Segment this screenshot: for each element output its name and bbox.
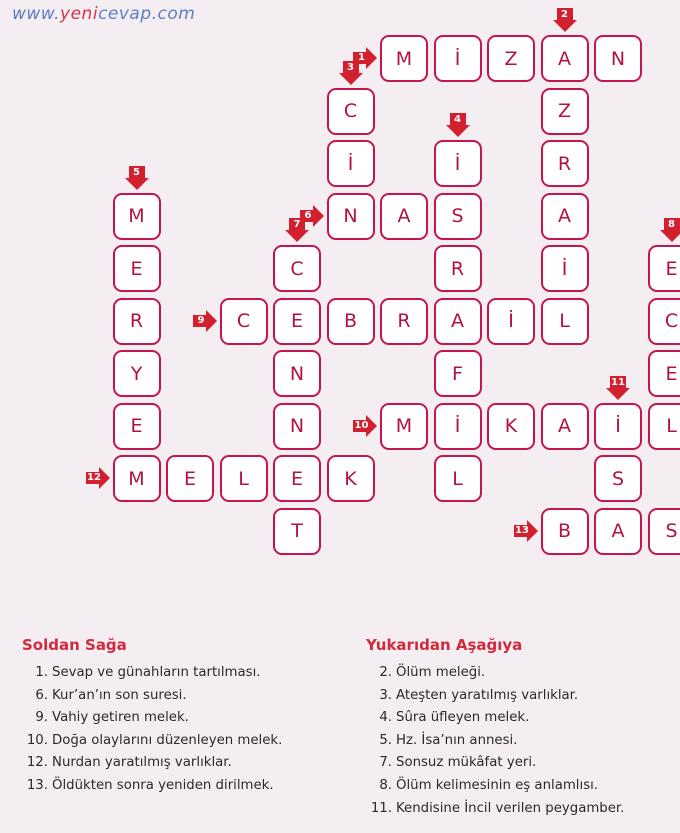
clue-text: Vahiy getiren melek. <box>52 710 189 726</box>
crossword-cell[interactable]: S <box>594 455 642 502</box>
crossword-cell[interactable]: E <box>648 350 680 397</box>
clue-text: Öldükten sonra yeniden dirilmek. <box>52 777 274 793</box>
down-heading: Yukarıdan Aşağıya <box>366 636 523 654</box>
crossword-cell[interactable]: K <box>487 403 535 450</box>
crossword-cell[interactable]: Y <box>113 350 161 397</box>
crossword-cell[interactable]: A <box>541 193 589 240</box>
site-watermark: www.yenicevap.com <box>12 4 196 24</box>
marker-number: 2 <box>561 9 568 20</box>
clue-number: 8. <box>379 777 392 793</box>
crossword-cell[interactable]: İ <box>434 403 482 450</box>
crossword-cell[interactable]: İ <box>327 140 375 187</box>
crossword-cell[interactable]: C <box>273 245 321 292</box>
clue-text: Kur’an’ın son suresi. <box>52 687 187 703</box>
marker-number: 7 <box>293 219 301 230</box>
crossword-cell[interactable]: E <box>273 455 321 502</box>
across-clues-section <box>22 636 282 798</box>
crossword-cell[interactable]: E <box>273 298 321 345</box>
crossword-cell[interactable]: N <box>273 350 321 397</box>
crossword-cell[interactable]: L <box>541 298 589 345</box>
crossword-cell[interactable]: T <box>273 508 321 555</box>
clue-text: Ateşten yaratılmış varlıklar. <box>396 687 579 703</box>
crossword-cell[interactable]: Z <box>487 35 535 82</box>
crossword-cell[interactable]: A <box>541 403 589 450</box>
down-clue <box>366 798 624 821</box>
clue-number: 11. <box>370 800 392 816</box>
crossword-cell[interactable]: İ <box>541 245 589 292</box>
crossword-cell[interactable]: K <box>327 455 375 502</box>
crossword-cell[interactable]: L <box>434 455 482 502</box>
marker-number: 5 <box>133 166 140 178</box>
across-clue <box>22 707 282 730</box>
across-clue <box>22 685 282 708</box>
across-clue <box>22 752 282 775</box>
crossword-cell[interactable]: R <box>541 140 589 187</box>
crossword-cell[interactable]: N <box>273 403 321 450</box>
marker-number: 4 <box>454 114 461 125</box>
clue-text: Doğa olaylarını düzenleyen melek. <box>52 732 283 748</box>
across-clue <box>22 730 282 753</box>
down-clue-list <box>366 662 624 820</box>
down-clue <box>366 730 624 753</box>
clue-text: Sevap ve günahların tartılması. <box>52 665 261 680</box>
clue-number-marker <box>660 217 680 243</box>
across-clue <box>22 662 282 685</box>
clue-number-marker <box>85 467 111 489</box>
clue-number: 12. <box>26 755 48 771</box>
crossword-cell[interactable]: A <box>594 508 642 555</box>
crossword-cell[interactable]: C <box>220 298 268 345</box>
crossword-cell[interactable]: A <box>380 193 428 240</box>
clue-number-marker <box>446 112 470 138</box>
crossword-cell[interactable]: E <box>166 455 214 502</box>
marker-number: 11 <box>611 376 625 388</box>
crossword-cell[interactable]: L <box>648 403 680 450</box>
crossword-cell[interactable]: Z <box>541 88 589 135</box>
clue-number-marker <box>192 310 218 332</box>
clue-number: 2. <box>379 665 392 680</box>
clue-text: Kendisine İncil verilen peygamber. <box>396 800 625 816</box>
crossword-cell[interactable]: R <box>113 298 161 345</box>
down-clue <box>366 685 624 708</box>
crossword-cell[interactable]: M <box>380 35 428 82</box>
clue-text: Sonsuz mükâfat yeri. <box>396 755 537 771</box>
down-clue <box>366 752 624 775</box>
clue-number: 9. <box>35 710 48 726</box>
marker-number: 10 <box>354 419 369 431</box>
crossword-cell[interactable]: E <box>113 403 161 450</box>
crossword-cell[interactable]: İ <box>434 140 482 187</box>
marker-number: 8 <box>668 219 675 230</box>
clue-number-marker <box>339 60 363 86</box>
clue-number: 4. <box>379 710 392 726</box>
crossword-cell[interactable]: İ <box>434 35 482 82</box>
crossword-cell[interactable]: E <box>113 245 161 292</box>
marker-number: 3 <box>347 61 354 73</box>
down-clue <box>366 775 624 798</box>
crossword-cell[interactable]: R <box>380 298 428 345</box>
crossword-cell[interactable]: B <box>327 298 375 345</box>
crossword-cell[interactable]: A <box>541 35 589 82</box>
down-clues-section <box>366 636 624 820</box>
crossword-cell[interactable]: A <box>434 298 482 345</box>
down-clue <box>366 662 624 685</box>
crossword-cell[interactable]: İ <box>594 403 642 450</box>
clue-text: Sûra üfleyen melek. <box>396 710 530 726</box>
across-clue-list <box>22 662 282 798</box>
down-clue <box>366 707 624 730</box>
across-heading: Soldan Sağa <box>22 636 127 654</box>
crossword-cell[interactable]: R <box>434 245 482 292</box>
clue-number-marker <box>606 375 630 401</box>
marker-number: 1 <box>358 52 365 63</box>
clue-number: 3. <box>379 687 392 703</box>
marker-number: 6 <box>304 209 312 221</box>
marker-number: 13 <box>515 524 529 536</box>
clue-number: 6. <box>35 687 48 703</box>
crossword-cell[interactable]: F <box>434 350 482 397</box>
crossword-cell[interactable]: N <box>327 193 375 240</box>
clue-number: 10. <box>26 732 48 748</box>
clue-number-marker <box>553 7 577 33</box>
crossword-cell[interactable]: N <box>594 35 642 82</box>
clue-number-marker <box>513 520 539 542</box>
clue-text: Ölüm kelimesinin eş anlamlısı. <box>396 777 599 793</box>
crossword-cell[interactable]: E <box>648 245 680 292</box>
crossword-cell[interactable]: S <box>434 193 482 240</box>
crossword-cell[interactable]: M <box>113 193 161 240</box>
clue-text: Nurdan yaratılmış varlıklar. <box>52 755 232 771</box>
crossword-cell[interactable]: C <box>648 298 680 345</box>
clue-text: Hz. İsa’nın annesi. <box>396 732 518 748</box>
marker-number: 9 <box>197 314 205 326</box>
crossword-cell[interactable]: M <box>380 403 428 450</box>
clue-number: 7. <box>379 755 392 771</box>
clue-number-marker <box>352 415 378 437</box>
marker-number: 12 <box>87 472 101 483</box>
clue-text: Ölüm meleği. <box>396 665 486 680</box>
crossword-cell[interactable]: M <box>113 455 161 502</box>
crossword-cell[interactable]: İ <box>487 298 535 345</box>
clue-number: 1. <box>35 665 48 680</box>
crossword-cell[interactable]: C <box>327 88 375 135</box>
crossword-cell[interactable]: S <box>648 508 680 555</box>
clue-number: 13. <box>26 777 48 793</box>
clue-number-marker <box>125 165 149 191</box>
across-clue <box>22 775 282 798</box>
crossword-cell[interactable]: L <box>220 455 268 502</box>
clue-number: 5. <box>379 732 392 748</box>
clue-number-marker <box>285 217 309 243</box>
crossword-cell[interactable]: B <box>541 508 589 555</box>
